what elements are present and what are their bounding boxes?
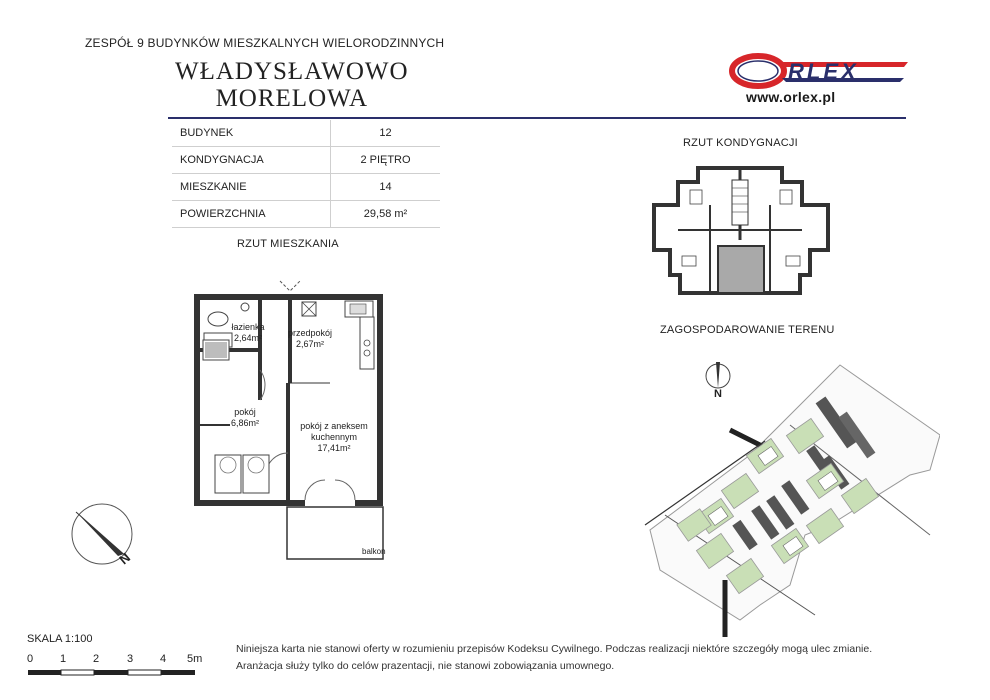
header-divider [168,117,906,119]
info-value: 14 [331,174,441,201]
scale-bar [28,668,203,678]
room-bathroom-name: łazienka [231,322,265,332]
floor-plan-caption: RZUT KONDYGNACJI [683,137,798,149]
info-label: BUDYNEK [172,120,331,147]
info-row [172,201,440,228]
scale-tick: 1 [60,653,67,665]
room-hallway-area: 2,67m² [295,339,324,349]
scale-tick: 0 [27,653,34,665]
logo-wordmark: RLEX [788,59,859,84]
scale-ticks [27,653,217,667]
info-label: MIESZKANIE [172,174,331,201]
site-plan-map [640,355,940,640]
room-bathroom [228,322,268,344]
info-value: 12 [331,120,441,147]
room-living-kitchen [296,421,372,454]
title-street: MORELOWA [215,85,368,112]
info-row [172,147,440,174]
site-north-label: N [714,388,722,400]
building-floor-plan [650,160,835,300]
info-value: 29,58 m² [331,201,441,228]
apartment-plan-caption: RZUT MIESZKANIA [237,238,339,250]
info-label: KONDYGNACJA [172,147,331,174]
orlex-logo [728,52,913,94]
disclaimer-line-2: Aranżacja służy tylko do celów prazentacji, nie stanowi zobowiązania umownego. [236,660,615,672]
project-title [175,58,409,112]
info-label: POWIERZCHNIA [172,201,331,228]
apartment-info-table [172,120,440,228]
room-hallway [280,328,340,350]
room-hallway-name: przedpokój [287,328,333,338]
scale-tick: 2 [93,653,100,665]
scale-label: SKALA 1:100 [27,633,93,645]
room-bedroom [220,407,270,429]
scale-tick: 5m [187,653,203,665]
scale-tick: 4 [160,653,167,665]
room-bathroom-area: 2,64m² [233,333,262,343]
site-plan-caption: ZAGOSPODAROWANIE TERENU [660,324,835,336]
plan-north-label: N [116,549,134,568]
info-value: 2 PIĘTRO [331,147,441,174]
info-row [172,120,440,147]
legal-disclaimer [236,641,872,675]
info-row [172,174,440,201]
room-living-kitchen-name: pokój z aneksem kuchennym [300,421,368,442]
room-bedroom-name: pokój [234,407,256,417]
website-link[interactable]: www.orlex.pl [746,89,836,105]
scale-tick: 3 [127,653,134,665]
title-city: WŁADYSŁAWOWO [175,58,409,85]
north-arrow-icon [62,502,152,572]
project-subtitle: ZESPÓŁ 9 BUDYNKÓW MIESZKALNYCH WIELORODZINNYCH [85,36,445,50]
room-living-kitchen-area: 17,41m² [317,443,351,453]
disclaimer-line-1: Niniejsza karta nie stanowi oferty w rozumieniu przepisów Kodeksu Cywilnego. Podczas realizacji niektóre szczegóły mogą ulec zmianie. [236,643,873,655]
balcony-label: balkon [362,547,386,556]
room-bedroom-area: 6,86m² [230,418,259,428]
